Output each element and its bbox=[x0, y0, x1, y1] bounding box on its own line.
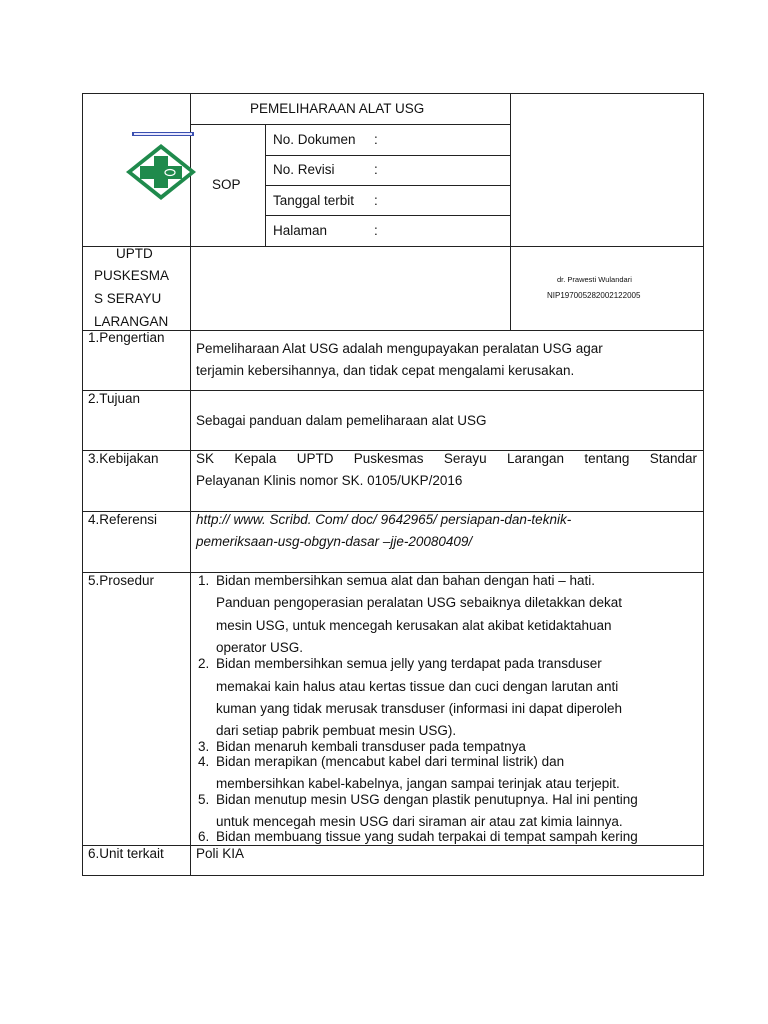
section-label-prosedur: 5.Prosedur bbox=[88, 573, 155, 588]
field-value-halaman: : bbox=[374, 223, 378, 238]
step-text: memakai kain halus atau kertas tissue dan cuci dengan larutan anti bbox=[216, 679, 619, 694]
sop-label: SOP bbox=[212, 177, 241, 192]
step-text: Bidan membersihkan semua jelly yang terdapat pada transduser bbox=[216, 656, 602, 671]
signer-nip: NIP197005282002122005 bbox=[547, 291, 641, 300]
field-label-no-dokumen: No. Dokumen bbox=[273, 132, 356, 147]
section-label-tujuan: 2.Tujuan bbox=[88, 391, 141, 406]
unit-terkait-text: Poli KIA bbox=[196, 846, 245, 861]
step-number: 3. bbox=[198, 739, 210, 754]
step-text: Bidan merapikan (mencabut kabel dari terminal listrik) dan bbox=[216, 754, 565, 769]
step-text: mesin USG, untuk mencegah kerusakan alat akibat ketidaktahuan bbox=[216, 618, 612, 633]
step-text: kuman yang tidak merusak transduser (informasi ini dapat diperoleh bbox=[216, 701, 622, 716]
referensi-link[interactable]: http:// www. Scribd. Com/ doc/ 9642965/ persiapan-dan-teknik- bbox=[196, 512, 572, 527]
puskesmas-logo bbox=[124, 130, 198, 206]
step-number: 4. bbox=[198, 754, 210, 769]
step-text: untuk mencegah mesin USG dari siraman air atau zat kimia lainnya. bbox=[216, 814, 623, 829]
step-text: dari setiap pabrik pembuat mesin USG). bbox=[216, 723, 457, 738]
step-number: 2. bbox=[198, 656, 210, 671]
step-number: 5. bbox=[198, 792, 210, 807]
step-number: 1. bbox=[198, 573, 210, 588]
pengertian-text: Pemeliharaan Alat USG adalah mengupayakan peralatan USG agar bbox=[196, 341, 603, 356]
tujuan-text: Sebagai panduan dalam pemeliharaan alat USG bbox=[196, 413, 487, 428]
section-label-unit-terkait: 6.Unit terkait bbox=[88, 846, 164, 861]
section-label-pengertian: 1.Pengertian bbox=[88, 330, 165, 345]
field-label-halaman: Halaman bbox=[273, 223, 328, 238]
step-text: operator USG. bbox=[216, 640, 304, 655]
signer-name: dr. Prawesti Wulandari bbox=[557, 275, 632, 284]
field-label-tanggal-terbit: Tanggal terbit bbox=[273, 193, 355, 208]
section-label-referensi: 4.Referensi bbox=[88, 512, 158, 527]
field-value-no-revisi: : bbox=[374, 162, 378, 177]
field-value-no-dokumen: : bbox=[374, 132, 378, 147]
pengertian-text: terjamin kebersihannya, dan tidak cepat mengalami kerusakan. bbox=[196, 363, 575, 378]
field-label-no-revisi: No. Revisi bbox=[273, 162, 335, 177]
section-label-kebijakan: 3.Kebijakan bbox=[88, 451, 159, 466]
kebijakan-text: Pelayanan Klinis nomor SK. 0105/UKP/2016 bbox=[196, 473, 463, 488]
org-line: LARANGAN bbox=[94, 314, 169, 329]
kebijakan-text: SK Kepala UPTD Puskesmas Serayu Larangan tentang Standar bbox=[196, 451, 697, 466]
document-title: PEMELIHARAAN ALAT USG bbox=[250, 101, 425, 116]
org-line: UPTD bbox=[116, 246, 153, 261]
step-text: Bidan menutup mesin USG dengan plastik penutupnya. Hal ini penting bbox=[216, 792, 638, 807]
step-text: Bidan menaruh kembali transduser pada tempatnya bbox=[216, 739, 526, 754]
org-line: S SERAYU bbox=[94, 291, 162, 306]
field-value-tanggal-terbit: : bbox=[374, 193, 378, 208]
step-number: 6. bbox=[198, 829, 210, 844]
referensi-link[interactable]: pemeriksaan-usg-obgyn-dasar –jje-20080409/ bbox=[196, 534, 473, 549]
step-text: Bidan membuang tissue yang sudah terpakai di tempat sampah kering bbox=[216, 829, 638, 844]
org-line: PUSKESMA bbox=[94, 268, 170, 283]
step-text: Bidan membersihkan semua alat dan bahan dengan hati – hati. bbox=[216, 573, 596, 588]
step-text: membersihkan kabel-kabelnya, jangan sampai terinjak atau terjepit. bbox=[216, 776, 620, 791]
step-text: Panduan pengoperasian peralatan USG sebaiknya diletakkan dekat bbox=[216, 595, 623, 610]
